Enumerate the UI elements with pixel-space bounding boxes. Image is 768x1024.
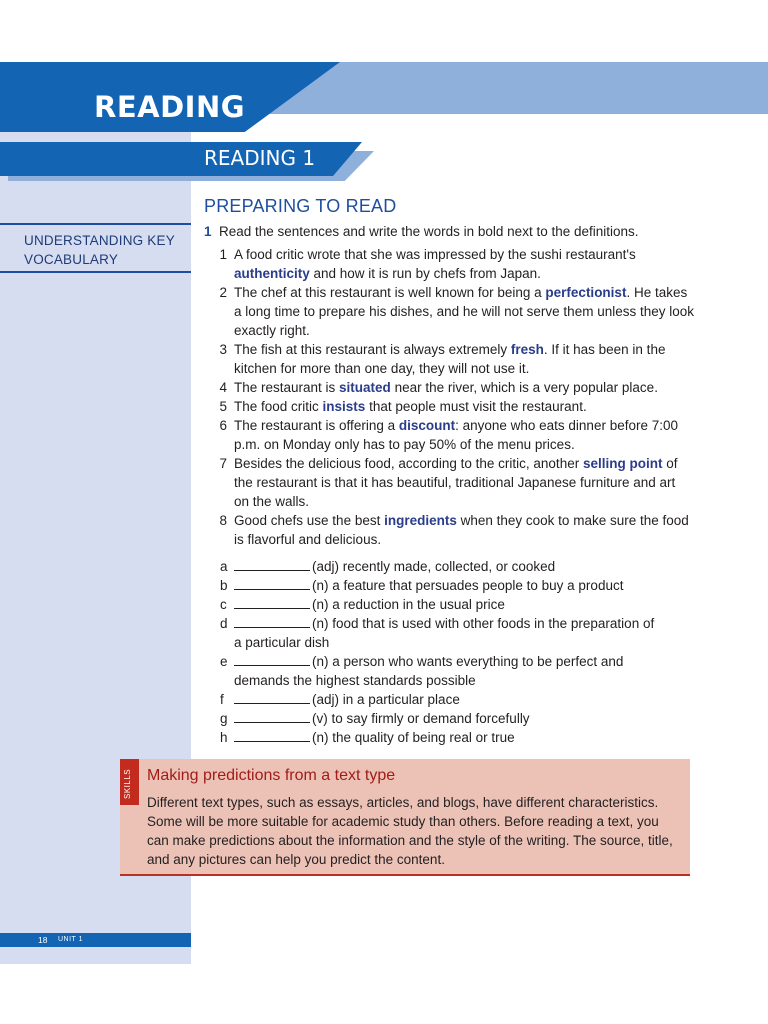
sentence-number: 3 <box>219 342 227 357</box>
definition-text: (v) to say firmly or demand forcefully <box>312 711 530 726</box>
definition-continuation: demands the highest standards possible <box>234 673 476 688</box>
definition-body <box>234 595 505 614</box>
answer-blank[interactable] <box>234 576 310 590</box>
definition-item <box>204 595 694 614</box>
sentence-number: 5 <box>219 399 227 414</box>
bold-word: discount <box>398 418 456 433</box>
subbanner-title: READING 1 <box>204 146 316 170</box>
sentence-item <box>204 416 694 454</box>
skills-text: Different text types, such as essays, articles, and blogs, have different characteristics. Some will be more suitable for academic study than others. Before reading a text, you can make predictions about the information and the style of the writing. The source, title, and any pictures can help you predict the content. <box>147 795 673 867</box>
answer-blank[interactable] <box>234 595 310 609</box>
definition-body <box>234 652 623 671</box>
sentence-before: The restaurant is <box>234 380 340 395</box>
answer-blank[interactable] <box>234 690 310 704</box>
sentence-number: 1 <box>219 247 227 262</box>
sentence-item <box>204 378 694 397</box>
sentence-after: : anyone who eats dinner before 7:00 p.m. on Monday only has to pay 50% of the menu prices. <box>234 418 679 452</box>
sentence-item <box>204 454 694 511</box>
answer-blank[interactable] <box>234 728 310 742</box>
sentence-text <box>234 454 694 511</box>
sentence-text <box>234 511 694 549</box>
sentence-after: and how it is run by chefs from Japan. <box>309 266 541 281</box>
definition-text: (adj) recently made, collected, or cooked <box>312 559 556 574</box>
skills-box <box>120 759 690 876</box>
footer-bar <box>0 933 191 947</box>
sentence-after: near the river, which is a very popular place. <box>390 380 658 395</box>
sentence-text <box>234 378 658 397</box>
sentence-list <box>204 245 694 549</box>
sentence-item <box>204 283 694 340</box>
sentence-before: The restaurant is offering a <box>234 418 399 433</box>
definition-item <box>204 652 694 690</box>
sentence-number: 8 <box>219 513 227 528</box>
definition-body <box>234 576 623 595</box>
definition-item <box>204 576 694 595</box>
instruction <box>204 222 694 241</box>
sentence-after: that people must visit the restaurant. <box>365 399 587 414</box>
sentence-after: . If it has been in the kitchen for more than one day, they will not use it. <box>234 342 666 376</box>
exercise-number: 1 <box>204 224 212 239</box>
sentence-number: 4 <box>219 380 227 395</box>
definition-body <box>234 690 460 709</box>
sentence-before: Good chefs use the best <box>234 513 385 528</box>
definition-item <box>204 557 694 576</box>
sentence-item <box>204 397 694 416</box>
exercise <box>204 222 694 747</box>
sentence-number: 2 <box>219 285 227 300</box>
sentence-before: A food critic wrote that she was impressed by the sushi restaurant's <box>234 247 636 262</box>
definition-text: (n) food that is used with other foods in the preparation of <box>312 616 655 631</box>
definition-list <box>204 557 694 747</box>
sentence-number: 6 <box>219 418 227 433</box>
definition-letter: g <box>220 711 228 726</box>
definition-letter: e <box>220 654 228 669</box>
instruction-text: Read the sentences and write the words in bold next to the definitions. <box>219 224 639 239</box>
sentence-after: of the restaurant is that it has beautiful, traditional Japanese furniture and art on the walls. <box>234 456 678 509</box>
bold-word: perfectionist <box>545 285 627 300</box>
answer-blank[interactable] <box>234 557 310 571</box>
definition-letter: d <box>220 616 228 631</box>
bold-word: ingredients <box>384 513 457 528</box>
definition-letter: h <box>220 730 228 745</box>
sentence-item <box>204 245 694 283</box>
definition-body <box>234 614 654 633</box>
definition-text: (n) a reduction in the usual price <box>312 597 505 612</box>
banner-title: READING <box>94 90 246 124</box>
sentence-number: 7 <box>219 456 227 471</box>
sentence-text <box>234 283 694 340</box>
definition-letter: c <box>220 597 227 612</box>
definition-letter: f <box>220 692 224 707</box>
answer-blank[interactable] <box>234 709 310 723</box>
definition-item <box>204 690 694 709</box>
definition-text: (n) a person who wants everything to be perfect and <box>312 654 624 669</box>
page-number: 18 <box>38 935 48 945</box>
bold-word: selling point <box>582 456 663 471</box>
bold-word: fresh <box>510 342 544 357</box>
sentence-text <box>234 245 694 283</box>
definition-body <box>234 728 515 747</box>
definition-letter: a <box>220 559 228 574</box>
unit-label: UNIT 1 <box>58 936 84 943</box>
sentence-before: Besides the delicious food, according to the critic, another <box>234 456 583 471</box>
definition-item <box>204 614 694 652</box>
definition-body <box>234 709 530 728</box>
sentence-item <box>204 340 694 378</box>
sidebar-divider-bottom <box>0 271 191 273</box>
skills-title: Making predictions from a text type <box>147 767 396 784</box>
definition-text: (adj) in a particular place <box>312 692 460 707</box>
sentence-text <box>234 340 694 378</box>
sentence-before: The fish at this restaurant is always extremely <box>234 342 511 357</box>
skills-tag: SKILLS <box>123 768 132 799</box>
sentence-after: when they cook to make sure the food is flavorful and delicious. <box>234 513 689 547</box>
definition-item <box>204 709 694 728</box>
answer-blank[interactable] <box>234 652 310 666</box>
sidebar-divider-top <box>0 223 191 225</box>
definition-text: (n) the quality of being real or true <box>312 730 515 745</box>
definition-text: (n) a feature that persuades people to buy a product <box>312 578 624 593</box>
answer-blank[interactable] <box>234 614 310 628</box>
section-heading: PREPARING TO READ <box>204 196 397 216</box>
definition-letter: b <box>220 578 228 593</box>
definition-item <box>204 728 694 747</box>
sentence-text <box>234 416 694 454</box>
sentence-after: . He takes a long time to prepare his dishes, and he will not serve them unless they look exactly right. <box>234 285 695 338</box>
bold-word: insists <box>322 399 366 414</box>
bold-word: authenticity <box>234 266 310 281</box>
definition-continuation: a particular dish <box>234 635 330 650</box>
definition-body <box>234 557 555 576</box>
sidebar-label: UNDERSTANDING KEY VOCABULARY <box>24 233 175 267</box>
sentence-before: The food critic <box>234 399 323 414</box>
sentence-before: The chef at this restaurant is well known for being a <box>234 285 546 300</box>
bold-word: situated <box>339 380 391 395</box>
sentence-text <box>234 397 587 416</box>
sentence-item <box>204 511 694 549</box>
